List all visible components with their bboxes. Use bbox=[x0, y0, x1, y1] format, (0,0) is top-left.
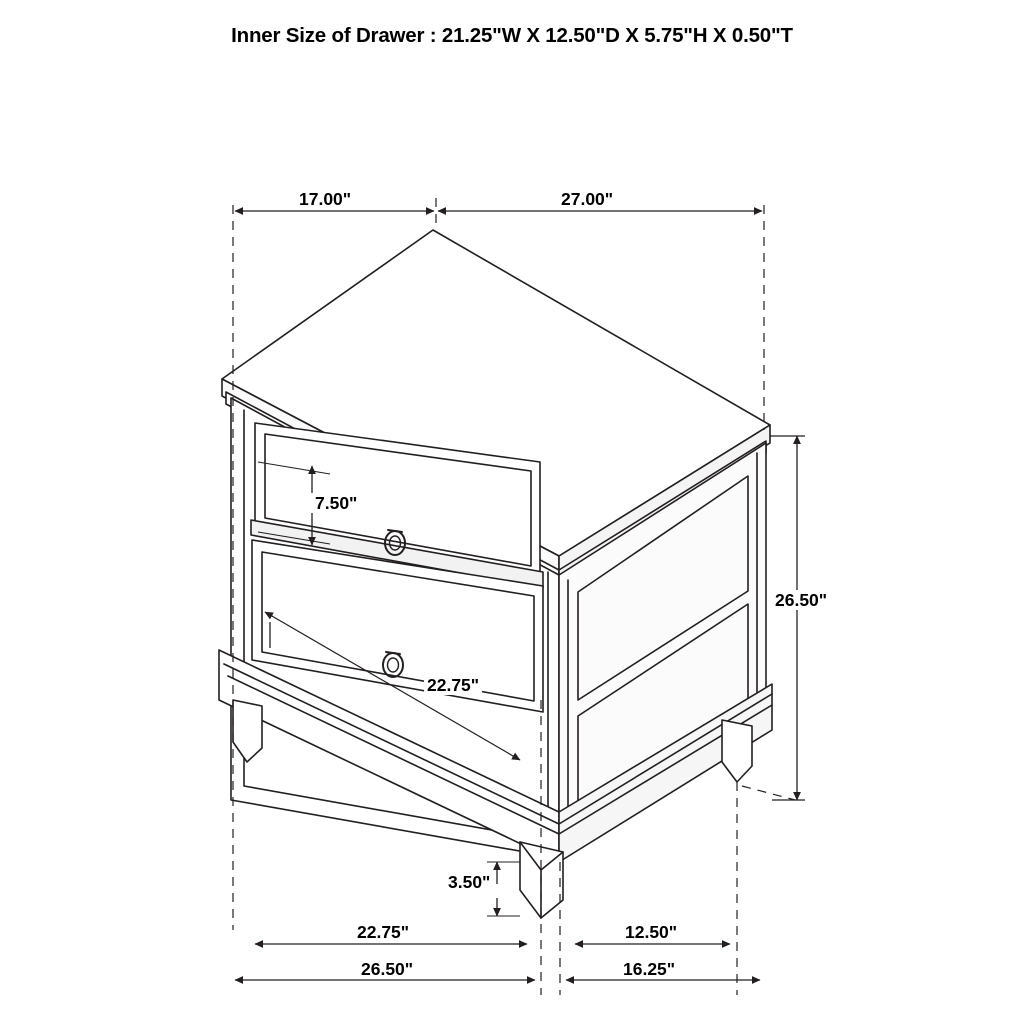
dim-label-top-left: 17.00" bbox=[296, 189, 354, 209]
dim-label-top-right: 27.00" bbox=[558, 189, 616, 209]
dim-label-drawer-upper: 7.50" bbox=[312, 493, 360, 513]
dim-label-bottom-front-outer: 26.50" bbox=[358, 959, 416, 979]
dim-label-drawer-lower: 22.75" bbox=[424, 675, 482, 695]
dim-right-height bbox=[770, 436, 805, 800]
dim-label-right-height: 26.50" bbox=[772, 590, 830, 610]
dim-label-leg-height: 3.50" bbox=[445, 872, 493, 892]
dim-label-bottom-side-outer: 16.25" bbox=[620, 959, 678, 979]
dim-label-bottom-side-inner: 12.50" bbox=[622, 922, 680, 942]
dim-label-bottom-front-inner: 22.75" bbox=[354, 922, 412, 942]
leg-back-right bbox=[722, 720, 752, 782]
page-title: Inner Size of Drawer : 21.25"W X 12.50"D X 5.75"H X 0.50"T bbox=[231, 24, 793, 47]
